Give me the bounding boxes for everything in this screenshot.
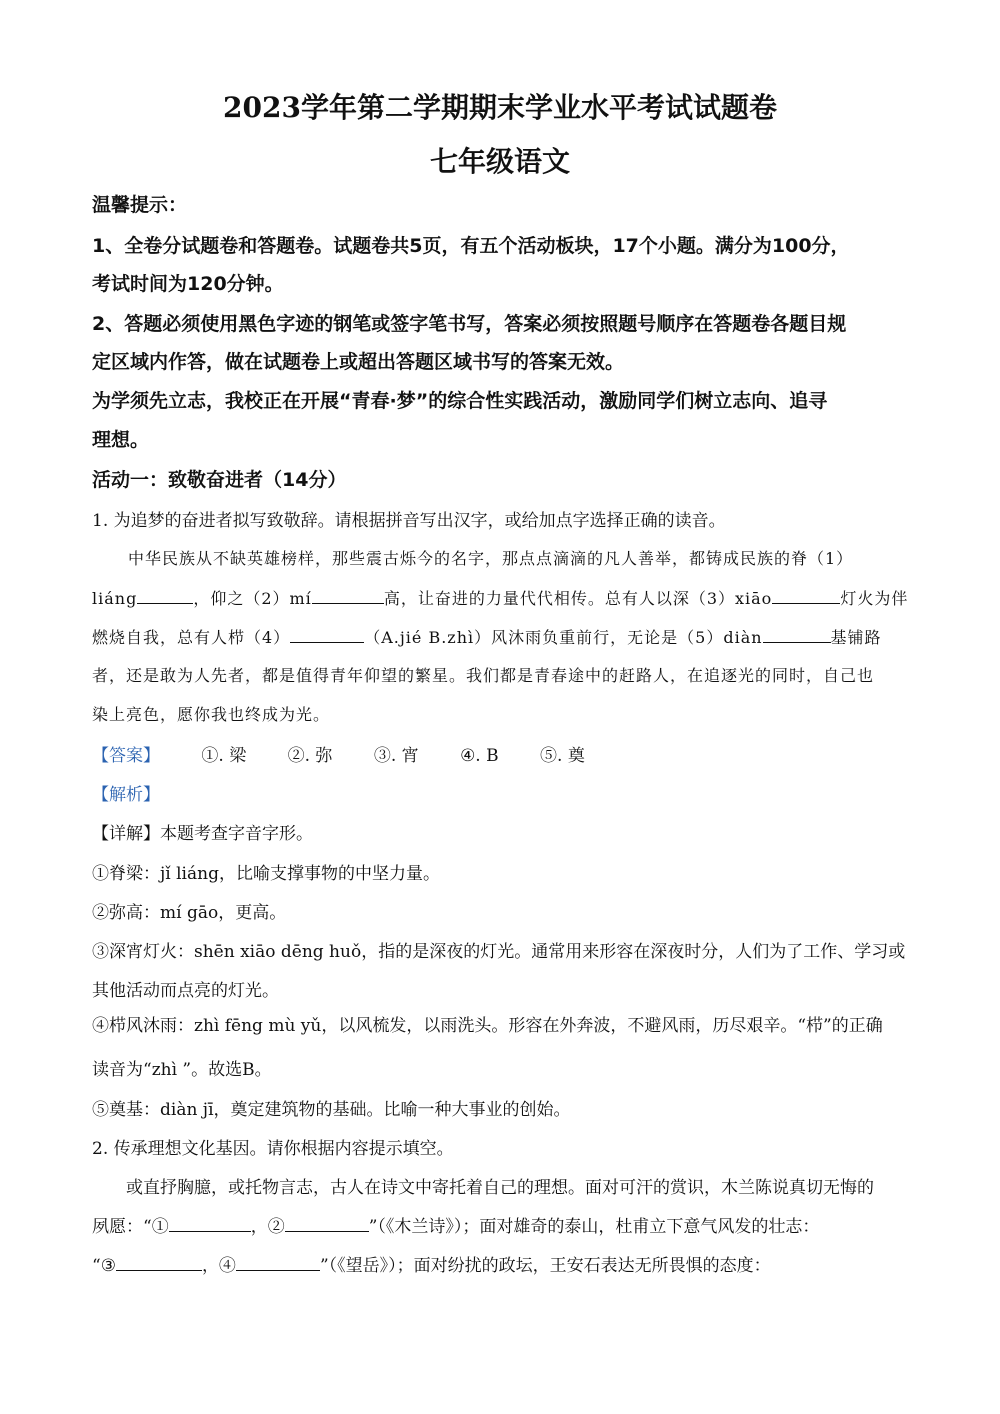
q2-line2: 夙愿：“① ，② ”（《木兰诗》）；面对雄奇的泰山，杜甫立下意气风发的壮志：	[92, 1212, 819, 1237]
explain-3-line2: 其他活动而点亮的灯光。	[92, 981, 279, 1001]
poem-blank-3[interactable]	[116, 1252, 202, 1271]
notice-item2-line2: 定区域内作答，做在试题卷上或超出答题区域书写的答案无效。	[92, 351, 625, 373]
intro-line2: 理想。	[92, 429, 150, 451]
q1-passage-line3: 燃烧自我，总有人栉（4） （A.jié B.zhì）风沐雨负重前行，无论是（5）diàn 基铺路	[92, 624, 882, 648]
poem-blank-1[interactable]	[169, 1213, 251, 1232]
activity1-heading: 活动一：致敬奋进者（14分）	[92, 469, 347, 491]
notice-item1-line1: 1、全卷分试题卷和答题卷。试题卷共5页，有五个活动板块，17个小题。满分为100分，	[92, 235, 850, 257]
exam-subtitle: 七年级语文	[429, 145, 570, 178]
detail-text: 本题考查字音字形。	[160, 824, 313, 844]
explain-1: ①脊梁：jǐ liáng，比喻支撑事物的中坚力量。	[92, 864, 440, 884]
explain-2: ②弥高：mí gāo，更高。	[92, 903, 287, 923]
poem-blank-2[interactable]	[285, 1213, 369, 1232]
answer-row	[92, 741, 585, 766]
blank-3[interactable]	[772, 585, 840, 604]
explain-4-line1: ④栉风沐雨：zhì fēng mù yǔ，以风梳发，以雨洗头。形容在外奔波，不避风雨，历尽艰辛。“栉”的正确	[92, 1016, 883, 1036]
intro-line1: 为学须先立志，我校正在开展“青春·梦”的综合性实践活动，激励同学们树立志向、追寻	[92, 390, 828, 412]
poem-blank-4[interactable]	[236, 1252, 320, 1271]
analysis-label: 【解析】	[92, 785, 160, 805]
answer-item: ①. 梁	[201, 746, 247, 766]
blank-4[interactable]	[290, 624, 364, 643]
explain-3-line1: ③深宵灯火：shēn xiāo dēng huǒ，指的是深夜的灯光。通常用来形容在深夜时分，人们为了工作、学习或	[92, 942, 906, 962]
q2-prompt: 2. 传承理想文化基因。请你根据内容提示填空。	[92, 1139, 454, 1159]
q2-line3: “③ ，④ ”（《望岳》）；面对纷扰的政坛，王安石表达无所畏惧的态度：	[92, 1251, 771, 1276]
explain-5: ⑤奠基：diàn jī，奠定建筑物的基础。比喻一种大事业的创始。	[92, 1100, 571, 1120]
blank-1[interactable]	[137, 585, 193, 604]
blank-5[interactable]	[763, 624, 831, 643]
q1-prompt: 1. 为追梦的奋进者拟写致敬辞。请根据拼音写出汉字，或给加点字选择正确的读音。	[92, 511, 726, 531]
q1-passage-line2: liáng ，仰之（2）mí 高，让奋进的力量代代相传。总有人以深（3）xiāo 灯火为伴	[92, 585, 908, 609]
detail-label: 【详解】	[92, 824, 160, 844]
answer-item: ⑤. 奠	[540, 746, 585, 766]
pinyin-1: liáng	[92, 589, 138, 608]
q1-passage-line4: 者，还是敢为人先者，都是值得青年仰望的繁星。我们都是青春途中的赶路人，在追逐光的同时，自己也	[92, 666, 875, 685]
answer-item: ②. 弥	[287, 746, 333, 766]
answer-item: ④. B	[460, 746, 499, 766]
notice-item2-line1: 2、答题必须使用黑色字迹的钢笔或签字笔书写，答案必须按照题号顺序在答题卷各题目规	[92, 313, 847, 335]
blank-2[interactable]	[312, 585, 384, 604]
q1-passage-line5: 染上亮色，愿你我也终成为光。	[92, 705, 331, 724]
notice-item1-line2: 考试时间为120分钟。	[92, 273, 284, 295]
q2-line1: 或直抒胸臆，或托物言志，古人在诗文中寄托着自己的理想。面对可汗的赏识，木兰陈说真切无悔的	[126, 1178, 874, 1198]
answer-item: ③. 宵	[373, 746, 419, 766]
q1-passage-line1: 中华民族从不缺英雄榜样，那些震古烁今的名字，那点点滴滴的凡人善举，都铸成民族的脊（1）	[128, 549, 854, 568]
answer-label: 【答案】	[92, 746, 160, 766]
notice-heading: 温馨提示：	[92, 194, 188, 216]
detail-line	[92, 819, 313, 844]
explain-4-line2: 读音为“zhì ”。故选B。	[92, 1060, 272, 1080]
exam-title: 2023学年第二学期期末学业水平考试试题卷	[223, 91, 777, 124]
